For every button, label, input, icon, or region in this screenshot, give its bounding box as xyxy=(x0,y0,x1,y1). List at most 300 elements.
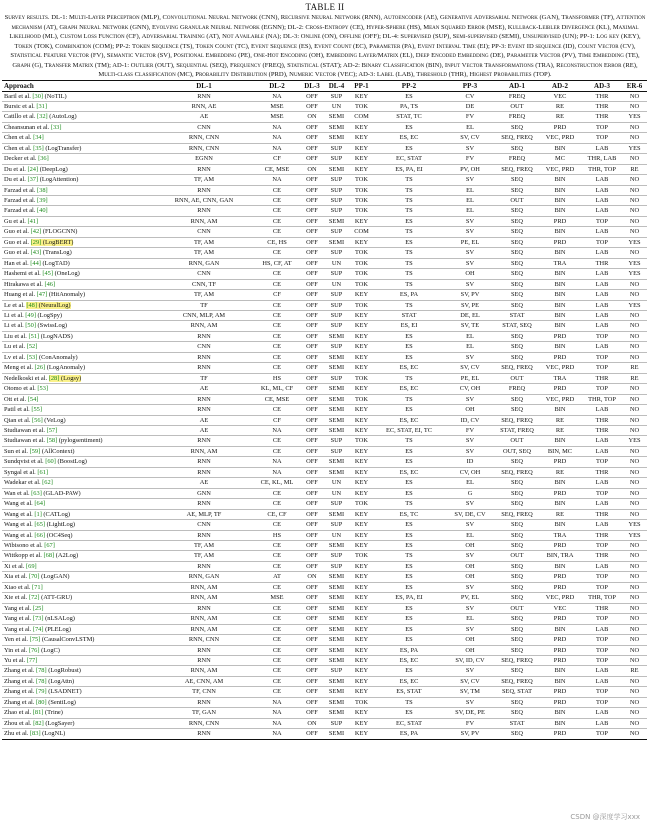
cell-pp-3: SV xyxy=(465,249,475,257)
table-row xyxy=(2,572,647,582)
citation-link[interactable]: [33] xyxy=(50,123,62,131)
cell-ad-3: TOP xyxy=(596,332,608,340)
cell-er-6: YES xyxy=(628,531,641,539)
cell-pp-2: ES xyxy=(405,458,413,466)
author-text: Liu et al. xyxy=(4,332,29,340)
cell-ad-2: RE xyxy=(555,510,565,518)
cell-dl-3: OFF xyxy=(306,656,318,664)
cell-dl-3: OFF xyxy=(306,291,318,299)
cell-er-6: NO xyxy=(629,322,640,330)
table-row xyxy=(2,342,647,352)
cell-pp-3: SV, DE, PE xyxy=(455,709,485,717)
approach-cell xyxy=(2,237,154,247)
citation-link[interactable]: [58] xyxy=(46,437,58,445)
cell-er-6: NO xyxy=(629,134,640,142)
tool-name: (LogC) xyxy=(39,646,60,654)
author-text: Wang et al. xyxy=(4,531,35,539)
table-row xyxy=(2,248,647,258)
table-row xyxy=(2,561,647,571)
cell-ad-3: TOP xyxy=(596,385,608,393)
cell-dl-2: CE xyxy=(272,437,282,445)
cell-pp-1: KEY xyxy=(354,385,369,393)
citation-link[interactable]: [75] xyxy=(29,636,41,644)
citation-link[interactable]: [76] xyxy=(28,646,40,654)
cell-dl-3: OFF xyxy=(306,102,318,110)
cell-pp-3: EL xyxy=(466,123,474,131)
cell-dl-4: SEMI xyxy=(328,458,345,466)
cell-dl-1: TF, AM xyxy=(193,249,215,257)
author-text: Catillo et al. xyxy=(4,113,38,121)
cell-dl-3: OFF xyxy=(306,332,318,340)
cell-pp-2: ES xyxy=(405,709,413,717)
cell-dl-4: SEMI xyxy=(328,427,345,434)
cell-dl-4: SUP xyxy=(330,374,343,382)
citation-link[interactable]: [79] xyxy=(35,688,47,696)
cell-pp-2: ES xyxy=(405,531,413,539)
cell-ad-3: TOP xyxy=(596,217,608,225)
cell-dl-2: NA xyxy=(272,730,282,738)
table-row xyxy=(2,269,647,279)
citation-link[interactable]: [40] xyxy=(37,207,48,215)
citation-link[interactable]: [43] xyxy=(30,249,42,257)
cell-dl-3: OFF xyxy=(306,322,318,330)
cell-dl-4: SEMI xyxy=(328,385,345,393)
tool-name: (LogGAN) xyxy=(39,573,70,581)
cell-dl-4: SUP xyxy=(330,447,343,455)
cell-dl-3: OFF xyxy=(306,176,318,184)
table-row xyxy=(2,133,647,143)
citation-link[interactable]: [82] xyxy=(33,719,44,727)
cell-pp-2: ES xyxy=(405,479,413,487)
cell-pp-3: SV, CV xyxy=(460,677,480,685)
approach-cell xyxy=(2,582,154,592)
citation-link[interactable]: [63] xyxy=(31,489,42,497)
cell-pp-1: KEY xyxy=(354,730,369,738)
citation-link[interactable]: [24] xyxy=(27,165,39,173)
citation-link[interactable]: [73] xyxy=(32,615,44,623)
cell-ad-3: TOP xyxy=(596,541,608,549)
cell-ad-3: THR xyxy=(595,468,609,476)
citation-link[interactable]: [31] xyxy=(36,102,47,110)
citation-link[interactable]: [70] xyxy=(28,573,40,581)
citation-link[interactable]: [64] xyxy=(34,500,46,508)
cell-ad-1: SEQ xyxy=(510,636,524,644)
citation-link[interactable]: [26] xyxy=(34,364,46,372)
cell-dl-2: CE xyxy=(272,646,282,654)
cell-dl-4: SUP xyxy=(330,207,343,215)
cell-ad-3: LAB xyxy=(595,176,609,184)
cell-pp-2: ES, EC xyxy=(399,677,419,685)
cell-pp-2: TS xyxy=(405,186,413,194)
cell-ad-1: SEQ xyxy=(510,698,524,706)
citation-link[interactable]: [78] xyxy=(35,667,47,675)
author-text: Wang et al. xyxy=(4,510,35,518)
cell-ad-2: PRD xyxy=(553,583,567,591)
citation-link[interactable]: [38] xyxy=(37,186,48,194)
cell-ad-3: LAB xyxy=(595,719,609,727)
author-text: Qian et al. xyxy=(4,416,33,424)
cell-er-6: RE xyxy=(630,364,639,372)
cell-pp-2: TS xyxy=(405,259,413,267)
cell-dl-4: SUP xyxy=(330,155,343,163)
cell-dl-3: OFF xyxy=(306,249,318,257)
cell-dl-4: SUP xyxy=(330,500,343,508)
cell-er-6: NO xyxy=(629,249,640,257)
cell-er-6: NO xyxy=(629,583,640,591)
cell-dl-2: NA xyxy=(272,176,282,184)
cell-ad-1: SEQ xyxy=(510,270,524,278)
cell-dl-4: SEMI xyxy=(328,646,345,654)
author-text: Han et al. xyxy=(4,259,31,267)
cell-er-6: NO xyxy=(629,207,640,215)
author-text: Huang et al. xyxy=(4,291,37,299)
author-text: Bursic et al. xyxy=(4,102,37,110)
cell-dl-3: OFF xyxy=(306,677,318,685)
cell-dl-1: RNN xyxy=(197,437,211,445)
cell-pp-3: FV xyxy=(465,155,475,163)
cell-pp-1: KEY xyxy=(354,573,369,581)
citation-link[interactable]: [1] xyxy=(34,510,42,518)
cell-dl-4: UN xyxy=(331,531,342,539)
cell-ad-2: BIN xyxy=(554,343,566,351)
citation-link[interactable]: [61] xyxy=(37,468,49,476)
cell-ad-1: SEQ xyxy=(510,186,524,194)
cell-dl-4: SEMI xyxy=(328,395,345,403)
cell-ad-1: SEQ xyxy=(510,615,524,623)
cell-pp-3: SV, ID, CV xyxy=(455,656,485,664)
citation-link[interactable]: [83] xyxy=(29,730,41,738)
cell-er-6: YES xyxy=(628,521,641,529)
table-row xyxy=(2,300,647,310)
cell-dl-2: NA xyxy=(272,709,282,717)
cell-dl-3: OFF xyxy=(306,594,318,602)
cell-er-6: RE xyxy=(630,374,639,382)
author-text: Sundqvist et al. xyxy=(4,458,46,466)
cell-ad-3: LAB xyxy=(595,447,609,455)
approach-cell xyxy=(2,666,154,676)
table-row xyxy=(2,635,647,645)
cell-dl-2: CE xyxy=(272,656,282,664)
cell-er-6: NO xyxy=(629,228,640,236)
approach-cell xyxy=(2,551,154,561)
citation-link[interactable]: [68] xyxy=(43,552,55,560)
cell-pp-2: ES xyxy=(405,92,413,100)
cell-pp-3: EL xyxy=(466,479,474,487)
citation-link[interactable]: [44] xyxy=(30,259,41,267)
citation-link[interactable]: [36] xyxy=(38,155,49,163)
citation-link[interactable]: [29] xyxy=(30,238,42,246)
cell-dl-2: MSE xyxy=(270,594,284,602)
cell-ad-2: BIN xyxy=(554,228,566,236)
tool-name: (pylogsentiment) xyxy=(57,437,103,445)
cell-dl-3: OFF xyxy=(306,186,318,194)
tool-name: (LogNADS) xyxy=(39,332,73,340)
cell-dl-2: CE xyxy=(272,636,282,644)
cell-dl-4: SEMI xyxy=(328,698,345,706)
cell-pp-2: TS xyxy=(405,552,413,560)
author-text: Li et al. xyxy=(4,322,26,330)
cell-ad-3: THR xyxy=(595,374,609,382)
cell-ad-2: BIN xyxy=(554,301,566,309)
cell-dl-1: TF, CNN xyxy=(192,688,216,696)
cell-ad-3: LAB xyxy=(595,667,609,675)
citation-link[interactable]: [65] xyxy=(34,521,46,529)
cell-pp-1: KEY xyxy=(354,656,369,664)
cell-dl-4: SUP xyxy=(330,719,343,727)
cell-dl-4: SEMI xyxy=(328,332,345,340)
approach-cell xyxy=(2,91,154,101)
table-row xyxy=(2,101,647,111)
cell-ad-3: THR xyxy=(595,92,609,100)
approach-cell xyxy=(2,520,154,530)
cell-pp-1: KEY xyxy=(354,312,369,320)
author-text: Studiawan et al. xyxy=(4,437,47,445)
citation-link[interactable]: [52] xyxy=(26,343,38,351)
cell-pp-1: KEY xyxy=(354,427,369,434)
cell-pp-2: ES, EI xyxy=(400,322,418,330)
cell-dl-2: NA xyxy=(272,92,282,100)
cell-dl-1: TF, AM xyxy=(193,291,215,299)
table-row xyxy=(2,687,647,697)
cell-pp-3: SV xyxy=(465,583,475,591)
citation-link[interactable]: [42] xyxy=(30,228,42,236)
cell-dl-4: SEMI xyxy=(328,364,345,372)
cell-pp-1: TOK xyxy=(354,500,369,508)
cell-dl-2: CE xyxy=(272,186,282,194)
approach-cell xyxy=(2,185,154,195)
cell-ad-2: BIN, MC xyxy=(547,447,573,455)
cell-ad-2: BIN xyxy=(554,677,566,685)
citation-link[interactable]: [56] xyxy=(32,416,43,424)
cell-pp-2: TS xyxy=(405,395,413,403)
cell-ad-1: SEQ xyxy=(510,583,524,591)
citation-link[interactable]: [72] xyxy=(28,594,40,602)
cell-dl-2: CE xyxy=(272,521,282,529)
cell-dl-1: RNN, CNN xyxy=(188,636,220,644)
citation-link[interactable]: [74] xyxy=(32,625,44,633)
cell-pp-1: TOK xyxy=(354,395,369,403)
citation-link[interactable]: [59] xyxy=(29,447,41,455)
cell-dl-1: CNN, TF xyxy=(191,280,217,288)
cell-dl-4: SEMI xyxy=(328,353,345,361)
cell-ad-3: TOP xyxy=(596,583,608,591)
citation-link[interactable]: [54] xyxy=(27,395,39,403)
cell-dl-1: RNN xyxy=(197,353,211,361)
cell-dl-2: CE, HS xyxy=(267,238,287,246)
cell-dl-4: SEMI xyxy=(328,406,345,414)
citation-link[interactable]: [25] xyxy=(32,604,44,612)
citation-link[interactable]: [39] xyxy=(37,197,48,205)
cell-dl-2: NA xyxy=(272,134,282,142)
cell-ad-2: PRD xyxy=(553,332,567,340)
citation-link[interactable]: [46] xyxy=(44,280,56,288)
cell-dl-4: SEMI xyxy=(328,730,345,738)
cell-pp-1: KEY xyxy=(354,458,369,466)
citation-link[interactable]: [69] xyxy=(26,562,37,570)
cell-pp-1: KEY xyxy=(354,719,369,727)
citation-link[interactable]: [48] xyxy=(26,301,38,309)
citation-link[interactable]: [50] xyxy=(25,322,36,330)
cell-ad-2: RE xyxy=(555,416,565,424)
cell-dl-3: OFF xyxy=(306,552,318,560)
table-row xyxy=(2,540,647,550)
citation-link[interactable]: [45] xyxy=(42,270,53,278)
citation-link[interactable]: [37] xyxy=(27,176,39,184)
table-row xyxy=(2,185,647,195)
cell-pp-3: SV xyxy=(465,604,475,612)
approach-cell xyxy=(2,248,154,258)
table-row xyxy=(2,352,647,362)
cell-dl-2: CE xyxy=(272,301,282,309)
tool-name: (AllContext) xyxy=(40,447,75,455)
citation-link[interactable]: [30] xyxy=(32,92,44,100)
citation-link[interactable]: [71] xyxy=(32,583,43,591)
cell-dl-1: RNN, GAN xyxy=(188,259,220,267)
cell-ad-1: SEQ xyxy=(510,562,524,570)
citation-link[interactable]: [53] xyxy=(37,385,49,393)
approach-cell xyxy=(2,540,154,550)
approach-cell xyxy=(2,112,154,122)
table-row xyxy=(2,426,647,436)
citation-link[interactable]: [62] xyxy=(42,479,53,487)
cell-er-6: NO xyxy=(629,730,640,738)
approach-cell xyxy=(2,373,154,383)
cell-ad-3: THR xyxy=(595,531,609,539)
author-text: Zhou et al. xyxy=(4,719,34,727)
citation-link[interactable]: [51] xyxy=(28,332,40,340)
citation-link[interactable]: [47] xyxy=(36,291,48,299)
citation-link[interactable]: [41] xyxy=(27,217,39,225)
citation-link[interactable]: [60] xyxy=(45,458,56,466)
tool-name: (NeuralLog) xyxy=(37,301,71,309)
author-text: Chen et al. xyxy=(4,134,34,142)
citation-link[interactable]: [81] xyxy=(32,709,44,717)
cell-ad-3: LAB xyxy=(595,270,609,278)
table-row xyxy=(2,415,647,425)
cell-dl-4: SUP xyxy=(330,186,343,194)
cell-dl-1: RNN xyxy=(197,406,211,414)
cell-dl-2: CE xyxy=(272,364,282,372)
cell-dl-3: OFF xyxy=(306,343,318,351)
table-row xyxy=(2,593,647,603)
author-text: Farzad et al. xyxy=(4,207,38,215)
cell-ad-1: SEQ, FREQ xyxy=(501,416,533,424)
tool-name: (CATLog) xyxy=(41,510,71,518)
author-text: Lv et al. xyxy=(4,353,27,361)
citation-link[interactable]: [55] xyxy=(31,406,42,414)
cell-dl-4: SEMI xyxy=(328,583,345,591)
citation-link[interactable]: [78] xyxy=(35,677,47,685)
citation-link[interactable]: [49] xyxy=(25,312,36,320)
cell-dl-3: OFF xyxy=(306,301,318,309)
cell-dl-3: OFF xyxy=(306,479,318,487)
cell-dl-2: CE xyxy=(272,667,282,675)
citation-link[interactable]: [35] xyxy=(33,144,44,152)
cell-ad-2: PRD xyxy=(553,698,567,706)
table-row xyxy=(2,227,647,237)
approach-cell xyxy=(2,729,154,739)
cell-er-6: YES xyxy=(628,270,641,278)
citation-link[interactable]: [34] xyxy=(33,134,44,142)
citation-link[interactable]: [28] xyxy=(48,374,60,382)
table-row xyxy=(2,446,647,456)
cell-pp-2: ES xyxy=(405,541,413,549)
tool-name: (A2Log) xyxy=(54,552,79,560)
cell-dl-3: OFF xyxy=(306,489,318,497)
cell-dl-3: OFF xyxy=(306,270,318,278)
citation-link[interactable]: [66] xyxy=(34,531,46,539)
cell-dl-1: TF, AM xyxy=(193,552,215,560)
cell-pp-3: SV xyxy=(465,667,475,675)
cell-ad-3: THR xyxy=(595,416,609,424)
tool-name: (SentiLog) xyxy=(46,698,76,706)
cell-dl-4: SUP xyxy=(330,144,343,152)
cell-dl-3: OFF xyxy=(306,583,318,591)
cell-ad-1: SEQ, FREQ xyxy=(501,468,533,476)
table-row xyxy=(2,175,647,185)
citation-link[interactable]: [32] xyxy=(37,113,48,121)
cell-pp-2: ES xyxy=(405,144,413,152)
table-row xyxy=(2,655,647,665)
cell-pp-2: ES, PA xyxy=(399,730,419,738)
author-text: Xie et al. xyxy=(4,594,29,602)
cell-pp-1: KEY xyxy=(354,479,369,487)
cell-ad-2: BIN xyxy=(554,479,566,487)
citation-link[interactable]: [57] xyxy=(46,427,58,434)
cell-ad-1: SEQ xyxy=(510,343,524,351)
cell-dl-4: SUP xyxy=(330,322,343,330)
cell-pp-3: SV, CV xyxy=(460,134,480,142)
cell-pp-1: KEY xyxy=(354,521,369,529)
cell-ad-3: TOP xyxy=(596,458,608,466)
cell-ad-3: LAB xyxy=(595,207,609,215)
citation-link[interactable]: [67] xyxy=(44,541,55,549)
cell-er-6: NO xyxy=(629,562,640,570)
table-row xyxy=(2,196,647,206)
cell-dl-2: HS, CF, AT xyxy=(262,259,292,267)
cell-er-6: NO xyxy=(629,541,640,549)
cell-pp-1: TOK xyxy=(354,437,369,445)
cell-ad-2: RE xyxy=(555,113,565,121)
tool-name: (DeepLog) xyxy=(38,165,68,173)
cell-ad-1: SEQ, FREQ xyxy=(501,364,533,372)
cell-dl-4: SEMI xyxy=(328,113,345,121)
cell-dl-3: OFF xyxy=(306,92,318,100)
cell-pp-2: ES, EC xyxy=(399,416,419,424)
citation-link[interactable]: [77] xyxy=(26,656,38,664)
approach-cell xyxy=(2,143,154,153)
cell-ad-3: THR xyxy=(595,427,609,434)
cell-dl-3: ON xyxy=(307,113,317,121)
tool-name: (BoostLog) xyxy=(55,458,87,466)
citation-link[interactable]: [80] xyxy=(35,698,47,706)
cell-ad-2: VEC, PRD xyxy=(545,395,575,403)
cell-pp-1: TOK xyxy=(354,698,369,706)
cell-ad-3: TOP xyxy=(596,134,608,142)
author-text: Syngal et al. xyxy=(4,468,38,476)
tool-name: (FLOGCNN) xyxy=(41,228,78,236)
tool-name: (ATT-GRU) xyxy=(39,594,73,602)
cell-pp-1: TOK xyxy=(354,186,369,194)
citation-link[interactable]: [53] xyxy=(26,353,38,361)
cell-dl-3: OFF xyxy=(306,395,318,403)
cell-ad-2: BIN xyxy=(554,406,566,414)
tool-name: (CausalConvLSTM) xyxy=(40,636,95,644)
cell-pp-1: TOK xyxy=(354,301,369,309)
author-text: Zhang et al. xyxy=(4,667,36,675)
cell-er-6: NO xyxy=(629,332,640,340)
cell-ad-3: LAB xyxy=(595,437,609,445)
